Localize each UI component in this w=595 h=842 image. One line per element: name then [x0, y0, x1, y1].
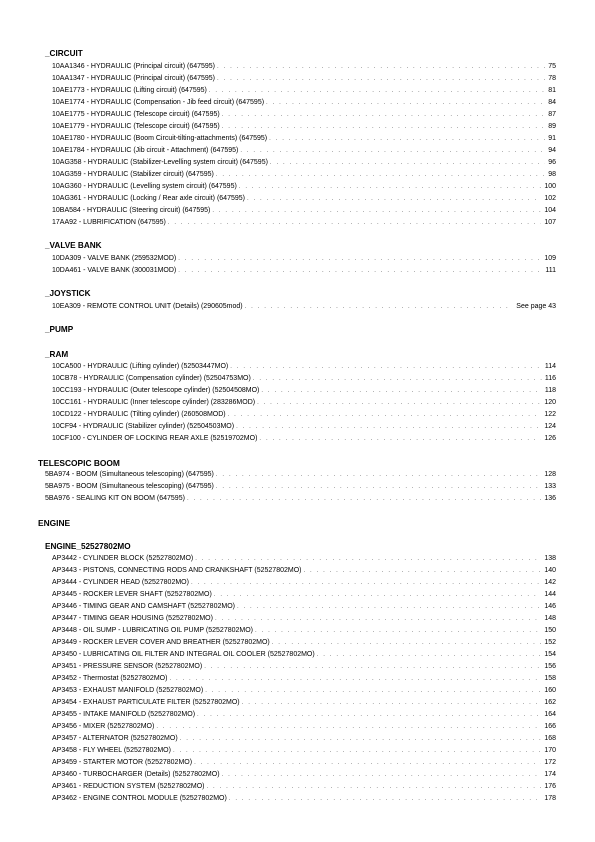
- toc-entry[interactable]: [45, 470, 556, 480]
- toc-entry[interactable]: [52, 650, 556, 660]
- leader-dots: [257, 398, 541, 408]
- toc-entry-label: 10CC193 - HYDRAULIC (Outer telescope cylinder) (52504508MO): [52, 387, 260, 394]
- toc-entry-label: AP3446 - TIMING GEAR AND CAMSHAFT (52527802MO): [52, 603, 235, 610]
- leader-dots: [212, 206, 541, 216]
- toc-entry-page: 140: [544, 567, 556, 574]
- section-heading-engine-52527802mo: ENGINE_52527802MO: [45, 542, 131, 551]
- toc-entry-page: 138: [544, 555, 556, 562]
- toc-entry-page: 164: [544, 711, 556, 718]
- toc-entry-page: 133: [544, 483, 556, 490]
- toc-entry-label: AP3447 - TIMING GEAR HOUSING (52527802MO): [52, 615, 213, 622]
- toc-entry-page: 172: [544, 759, 556, 766]
- toc-entry-page: 98: [548, 171, 556, 178]
- toc-entry-page: 100: [544, 183, 556, 190]
- toc-entry[interactable]: [52, 254, 556, 264]
- leader-dots: [187, 494, 541, 504]
- leader-dots: [209, 86, 545, 96]
- leader-dots: [215, 614, 541, 624]
- toc-entry[interactable]: [52, 62, 556, 72]
- toc-entry[interactable]: [52, 182, 556, 192]
- leader-dots: [204, 662, 541, 672]
- toc-entry-page: 122: [544, 411, 556, 418]
- toc-entry-label: 10AE1773 - HYDRAULIC (Lifting circuit) (647595): [52, 87, 207, 94]
- leader-dots: [214, 590, 542, 600]
- toc-entry-page: 168: [544, 735, 556, 742]
- toc-entry-label: AP3445 - ROCKER LEVER SHAFT (52527802MO): [52, 591, 212, 598]
- toc-entry-label: 10DA309 - VALVE BANK (259532MOD): [52, 255, 177, 262]
- toc-entry-page: 109: [544, 255, 556, 262]
- toc-entry-page: 146: [544, 603, 556, 610]
- toc-entry-label: AP3450 - LUBRICATING OIL FILTER AND INTEGRAL OIL COOLER (52527802MO): [52, 651, 315, 658]
- toc-entry-page: 174: [544, 771, 556, 778]
- toc-entry-label: 10AE1774 - HYDRAULIC (Compensation - Jib feed circuit) (647595): [52, 99, 265, 106]
- toc-entry[interactable]: [52, 98, 556, 108]
- toc-entry-page: 142: [544, 579, 556, 586]
- toc-entry-label: 10EA309 - REMOTE CONTROL UNIT (Details) (290605mod): [52, 303, 243, 310]
- toc-entry-label: 10CC161 - HYDRAULIC (Inner telescope cylinder) (283286MOD): [52, 399, 256, 406]
- toc-entry-label: AP3455 - INTAKE MANIFOLD (52527802MO): [52, 711, 196, 718]
- toc-entry[interactable]: [52, 122, 556, 132]
- toc-entry-page: 81: [548, 87, 556, 94]
- toc-entry[interactable]: [52, 374, 556, 384]
- toc-entry-page: 154: [544, 651, 556, 658]
- leader-dots: [242, 698, 542, 708]
- toc-entry-page: 158: [544, 675, 556, 682]
- toc-entry[interactable]: [52, 110, 556, 120]
- leader-dots: [245, 302, 514, 312]
- toc-entry-page: 144: [544, 591, 556, 598]
- toc-entry[interactable]: [52, 206, 556, 216]
- toc-entry-label: AP3461 - REDUCTION SYSTEM (52527802MO): [52, 783, 205, 790]
- toc-entry-label: AP3449 - ROCKER LEVER COVER AND BREATHER (52527802MO): [52, 639, 270, 646]
- toc-entry-page: 102: [544, 195, 556, 202]
- toc-entry-label: AP3457 - ALTERNATOR (52527802MO): [52, 735, 178, 742]
- toc-entry-label: AP3459 - STARTER MOTOR (52527802MO): [52, 759, 193, 766]
- toc-entry-label: AP3444 - CYLINDER HEAD (52527802MO): [52, 579, 189, 586]
- leader-dots: [197, 710, 541, 720]
- toc-entry[interactable]: [52, 74, 556, 84]
- toc-entry-label: 10AG359 - HYDRAULIC (Stabilizer circuit) (647595): [52, 171, 214, 178]
- leader-dots: [247, 194, 541, 204]
- leader-dots: [195, 554, 541, 564]
- toc-entry-page: 152: [544, 639, 556, 646]
- leader-dots: [217, 74, 545, 84]
- toc-entry[interactable]: [52, 770, 556, 780]
- toc-entry-page: 170: [544, 747, 556, 754]
- leader-dots: [178, 266, 542, 276]
- toc-entry-label: AP3453 - EXHAUST MANIFOLD (52527802MO): [52, 687, 204, 694]
- toc-entry[interactable]: [52, 710, 556, 720]
- toc-entry-page: 111: [545, 267, 556, 274]
- toc-entry-page: 89: [548, 123, 556, 130]
- toc-entry-page: 104: [544, 207, 556, 214]
- toc-entry[interactable]: [45, 482, 556, 492]
- toc-entry-label: 10CF100 - CYLINDER OF LOCKING REAR AXLE (52519702MO): [52, 435, 258, 442]
- leader-dots: [222, 770, 542, 780]
- leader-dots: [180, 734, 542, 744]
- toc-entry-label: 10AG360 - HYDRAULIC (Levelling system circuit) (647595): [52, 183, 237, 190]
- toc-entry-page: 156: [544, 663, 556, 670]
- toc-entry-label: 10AE1784 - HYDRAULIC (Jib circuit - Attachment) (647595): [52, 147, 239, 154]
- toc-entry-page: 160: [544, 687, 556, 694]
- toc-entry[interactable]: [52, 566, 556, 576]
- leader-dots: [272, 638, 542, 648]
- toc-entry[interactable]: [52, 146, 556, 156]
- toc-entry[interactable]: [45, 494, 556, 504]
- leader-dots: [240, 146, 545, 156]
- toc-entry[interactable]: [52, 362, 556, 372]
- toc-entry-label: 5BA976 - SEALING KIT ON BOOM (647595): [45, 495, 185, 502]
- toc-entry[interactable]: [52, 218, 556, 228]
- section-heading-valve-bank: _VALVE BANK: [45, 241, 102, 250]
- toc-entry-label: AP3460 - TURBOCHARGER (Details) (52527802MO): [52, 771, 220, 778]
- section-heading-circuit: _CIRCUIT: [45, 49, 83, 58]
- toc-entry[interactable]: [52, 734, 556, 744]
- toc-entry-page: 96: [548, 159, 556, 166]
- toc-entry[interactable]: [52, 626, 556, 636]
- toc-entry[interactable]: [52, 302, 556, 312]
- toc-entry-page: 150: [544, 627, 556, 634]
- leader-dots: [222, 122, 546, 132]
- toc-entry-label: 17AA92 - LUBRIFICATION (647595): [52, 219, 166, 226]
- toc-entry-label: 10AG361 - HYDRAULIC (Locking / Rear axle circuit) (647595): [52, 195, 245, 202]
- toc-entry[interactable]: [52, 134, 556, 144]
- leader-dots: [207, 782, 542, 792]
- toc-entry[interactable]: [52, 170, 556, 180]
- toc-entry[interactable]: [52, 782, 556, 792]
- leader-dots: [270, 158, 545, 168]
- toc-entry[interactable]: [52, 674, 556, 684]
- toc-entry-label: AP3443 - PISTONS, CONNECTING RODS AND CRANKSHAFT (52527802MO): [52, 567, 302, 574]
- toc-entry-page: 120: [544, 399, 556, 406]
- toc-entry-page: See page 43: [516, 303, 556, 310]
- leader-dots: [156, 722, 541, 732]
- toc-entry[interactable]: [52, 686, 556, 696]
- toc-entry-label: 10CF94 - HYDRAULIC (Stabilizer cylinder) (52504503MO): [52, 423, 235, 430]
- leader-dots: [205, 686, 541, 696]
- section-heading-ram: _RAM: [45, 350, 69, 359]
- toc-entry-page: 116: [544, 375, 556, 382]
- toc-entry[interactable]: [52, 590, 556, 600]
- leader-dots: [259, 434, 541, 444]
- leader-dots: [194, 758, 541, 768]
- toc-entry-page: 107: [544, 219, 556, 226]
- leader-dots: [239, 182, 542, 192]
- leader-dots: [178, 254, 541, 264]
- toc-entry-label: 10AG358 - HYDRAULIC (Stabilizer-Levelling system circuit) (647595): [52, 159, 268, 166]
- toc-entry-page: 84: [548, 99, 556, 106]
- toc-entry[interactable]: [52, 434, 556, 444]
- toc-entry-label: 10CB78 - HYDRAULIC (Compensation cylinder) (52504753MO): [52, 375, 251, 382]
- toc-entry-label: 10AA1347 - HYDRAULIC (Principal circuit) (647595): [52, 75, 216, 82]
- leader-dots: [216, 470, 541, 480]
- toc-entry-label: AP3458 - FLY WHEEL (52527802MO): [52, 747, 171, 754]
- toc-entry[interactable]: [52, 410, 556, 420]
- toc-entry[interactable]: [52, 86, 556, 96]
- toc-entry-label: AP3452 - Thermostat (52527802MO): [52, 675, 168, 682]
- toc-entry-label: AP3456 - MIXER (52527802MO): [52, 723, 155, 730]
- section-heading-telescopic-boom: TELESCOPIC BOOM: [38, 458, 120, 468]
- toc-entry-page: 176: [544, 783, 556, 790]
- toc-entry-page: 94: [548, 147, 556, 154]
- toc-entry-label: 10DA461 - VALVE BANK (300031MOD): [52, 267, 177, 274]
- leader-dots: [303, 566, 541, 576]
- toc-entry-page: 162: [544, 699, 556, 706]
- leader-dots: [216, 482, 541, 492]
- leader-dots: [261, 386, 541, 396]
- section-heading-joystick: _JOYSTICK: [45, 289, 91, 298]
- toc-entry-label: AP3454 - EXHAUST PARTICULATE FILTER (52527802MO): [52, 699, 240, 706]
- toc-entry-page: 178: [544, 795, 556, 802]
- leader-dots: [255, 626, 541, 636]
- leader-dots: [173, 746, 541, 756]
- toc-entry[interactable]: [52, 194, 556, 204]
- toc-entry[interactable]: [52, 602, 556, 612]
- toc-entry[interactable]: [52, 422, 556, 432]
- leader-dots: [253, 374, 542, 384]
- toc-entry[interactable]: [52, 746, 556, 756]
- leader-dots: [168, 218, 541, 228]
- leader-dots: [266, 98, 545, 108]
- toc-entry-label: 10CD122 - HYDRAULIC (Tilting cylinder) (260508MOD): [52, 411, 226, 418]
- toc-entry-page: 91: [548, 135, 556, 142]
- toc-entry-label: 10BA584 - HYDRAULIC (Steering circuit) (647595): [52, 207, 211, 214]
- toc-entry-page: 136: [544, 495, 556, 502]
- toc-entry-page: 118: [544, 387, 556, 394]
- toc-entry-page: 166: [544, 723, 556, 730]
- toc-entry-label: AP3448 - OIL SUMP - LUBRICATING OIL PUMP (52527802MO): [52, 627, 253, 634]
- toc-entry[interactable]: [52, 398, 556, 408]
- section-heading-pump: _PUMP: [45, 325, 74, 334]
- toc-entry-page: 114: [544, 363, 556, 370]
- toc-entry[interactable]: [52, 758, 556, 768]
- toc-entry-label: 10AE1780 - HYDRAULIC (Boom Circuit-tilting-attachments) (647595): [52, 135, 268, 142]
- toc-entry[interactable]: [52, 386, 556, 396]
- toc-entry-label: 5BA974 - BOOM (Simultaneous telescoping) (647595): [45, 471, 214, 478]
- toc-entry-label: AP3442 - CYLINDER BLOCK (52527802MO): [52, 555, 194, 562]
- toc-entry-label: 10CA500 - HYDRAULIC (Lifting cylinder) (52503447MO): [52, 363, 229, 370]
- section-heading-engine: ENGINE: [38, 518, 71, 528]
- leader-dots: [222, 110, 546, 120]
- toc-entry-page: 87: [548, 111, 556, 118]
- leader-dots: [237, 602, 541, 612]
- toc-entry-label: AP3462 - ENGINE CONTROL MODULE (52527802MO): [52, 795, 227, 802]
- leader-dots: [228, 410, 542, 420]
- leader-dots: [317, 650, 542, 660]
- toc-entry[interactable]: [52, 554, 556, 564]
- toc-entry-label: 10AE1779 - HYDRAULIC (Telescope circuit) (647595): [52, 123, 220, 130]
- leader-dots: [229, 794, 542, 804]
- toc-entry[interactable]: [52, 722, 556, 732]
- toc-entry-page: 148: [544, 615, 556, 622]
- toc-entry[interactable]: [52, 638, 556, 648]
- leader-dots: [191, 578, 541, 588]
- leader-dots: [216, 170, 545, 180]
- toc-entry[interactable]: [52, 794, 556, 804]
- toc-entry-label: AP3451 - PRESSURE SENSOR (52527802MO): [52, 663, 203, 670]
- leader-dots: [169, 674, 541, 684]
- toc-entry[interactable]: [52, 662, 556, 672]
- toc-entry-page: 126: [544, 435, 556, 442]
- toc-entry-page: 75: [548, 63, 556, 70]
- toc-entry[interactable]: [52, 266, 556, 276]
- toc-entry[interactable]: [52, 158, 556, 168]
- toc-entry-page: 128: [544, 471, 556, 478]
- toc-entry-page: 124: [544, 423, 556, 430]
- toc-entry[interactable]: [52, 578, 556, 588]
- leader-dots: [269, 134, 545, 144]
- leader-dots: [217, 62, 545, 72]
- leader-dots: [236, 422, 541, 432]
- toc-entry[interactable]: [52, 614, 556, 624]
- toc-entry[interactable]: [52, 698, 556, 708]
- toc-entry-label: 5BA975 - BOOM (Simultaneous telescoping) (647595): [45, 483, 214, 490]
- toc-entry-page: 78: [548, 75, 556, 82]
- leader-dots: [230, 362, 542, 372]
- toc-entry-label: 10AA1346 - HYDRAULIC (Principal circuit) (647595): [52, 63, 216, 70]
- toc-entry-label: 10AE1775 - HYDRAULIC (Telescope circuit) (647595): [52, 111, 220, 118]
